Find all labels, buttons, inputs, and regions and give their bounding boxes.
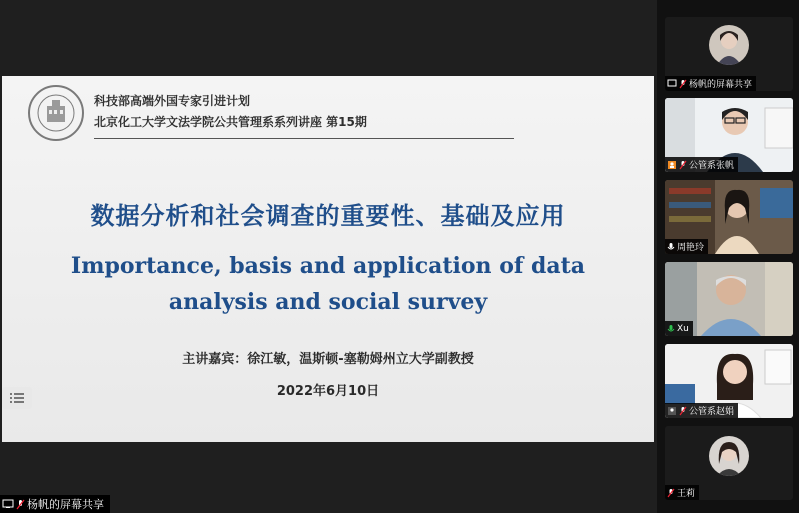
slide-title-english-line2: analysis and social survey (168, 289, 488, 315)
participant-label (665, 157, 738, 172)
participant-label (665, 76, 756, 91)
screen-share-icon (2, 499, 14, 509)
participant-tile[interactable] (665, 426, 793, 500)
list-icon (10, 392, 24, 404)
slide-title-english-line1: Importance, basis and application of data (70, 253, 586, 279)
header-divider (94, 138, 514, 139)
mic-muted-icon (667, 488, 675, 498)
university-logo (27, 84, 85, 142)
participants-panel (657, 0, 799, 513)
slide-title-english (2, 248, 654, 320)
mic-muted-icon (16, 499, 25, 510)
slide-title-chinese: 数据分析和社会调查的重要性、基础及应用 (90, 202, 566, 230)
slide-header-line1: 科技部高端外国专家引进计划 (94, 94, 251, 108)
participant-label (665, 239, 708, 254)
mic-muted-icon (679, 160, 687, 170)
participant-name: 公管系赵娟 (689, 407, 735, 417)
participant-tile[interactable] (665, 98, 793, 172)
mic-muted-icon (679, 79, 687, 89)
share-bar-label: 杨帆的屏幕共享 (27, 498, 104, 511)
participant-tile[interactable] (665, 17, 793, 91)
presentation-slide (2, 76, 654, 442)
participant-name: Xu (677, 323, 689, 334)
host-icon (667, 406, 677, 416)
slide-header-line2: 北京化工大学文法学院公共管理系系列讲座 第15期 (94, 115, 367, 129)
participant-label (665, 403, 738, 418)
participant-label (665, 321, 693, 336)
slide-date: 2022年6月10日 (276, 384, 380, 399)
participant-tile[interactable] (665, 180, 793, 254)
avatar (709, 436, 749, 476)
participant-name: 杨帆的屏幕共享 (689, 80, 753, 90)
mic-icon (667, 242, 675, 252)
participant-name: 周艳玲 (677, 243, 705, 253)
screen-share-icon (667, 79, 677, 88)
participant-tile[interactable] (665, 344, 793, 418)
slide-speaker: 主讲嘉宾：徐江敏，温斯顿-塞勒姆州立大学副教授 (182, 352, 474, 367)
host-icon (667, 160, 677, 170)
avatar (709, 25, 749, 65)
mic-muted-icon (679, 406, 687, 416)
mic-active-icon (667, 324, 675, 334)
participant-tile[interactable] (665, 262, 793, 336)
screen-share-indicator (0, 495, 110, 513)
participant-name: 公管系张帆 (689, 161, 735, 171)
participant-label (665, 485, 699, 500)
participant-name: 王莉 (677, 489, 696, 499)
menu-list-button[interactable] (2, 387, 32, 409)
